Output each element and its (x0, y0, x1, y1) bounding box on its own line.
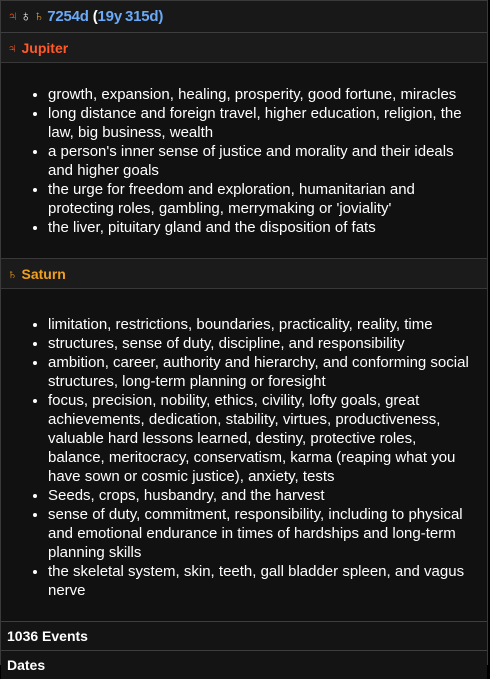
list-item: • limitation, restrictions, boundaries, practicality, reality, time (48, 315, 475, 334)
conjunction-symbol-icon: ♁ (20, 8, 32, 25)
duration-days: 7254d (47, 8, 89, 25)
list-item: • long distance and foreign travel, higher education, religion, the law, big business, wealth (48, 104, 475, 142)
list-item: • focus, precision, nobility, ethics, civility, lofty goals, great achievements, dedication, stability, virtues, productiveness, valuable hard lessons learned, destiny, protective roles, balance, meritocracy, conservatism, karma (reaping what you have sown or cosmic justice), anxiety, tests (48, 391, 475, 486)
saturn-icon: ♄ (7, 265, 18, 282)
list-item: • Seeds, crops, husbandry, and the harvest (48, 486, 475, 505)
saturn-description (1, 289, 487, 621)
duration-years: 19y (97, 8, 122, 25)
jupiter-keyword-list (1, 85, 487, 237)
jupiter-icon: ♃ (7, 39, 18, 56)
jupiter-section-header (1, 33, 487, 63)
list-item: • the liver, pituitary gland and the disposition of fats (48, 218, 475, 237)
events-count-label[interactable]: 1036 Events (7, 628, 88, 644)
duration-open-paren: ( (92, 8, 98, 25)
aspect-header (1, 1, 487, 33)
list-item: • the skeletal system, skin, teeth, gall bladder spleen, and vagus nerve (48, 562, 475, 600)
list-item: • ambition, career, authority and hierarchy, and conforming social structures, long-term planning or foresight (48, 353, 475, 391)
jupiter-symbol-icon: ♃ (7, 8, 19, 25)
jupiter-description (1, 63, 487, 258)
saturn-keyword-list (1, 315, 487, 600)
saturn-symbol-icon: ♄ (33, 8, 45, 25)
dates-label[interactable]: Dates (7, 657, 46, 673)
list-item: • growth, expansion, healing, prosperity, good fortune, miracles (48, 85, 475, 104)
jupiter-title: Jupiter (21, 39, 69, 56)
list-item: • sense of duty, commitment, responsibility, including to physical and emotional endurance in times of hardships and long-term planning skills (48, 505, 475, 562)
list-item: • the urge for freedom and exploration, humanitarian and protecting roles, gambling, merrymaking or 'joviality' (48, 180, 475, 218)
list-item: • structures, sense of duty, discipline, and responsibility (48, 334, 475, 353)
list-item: • a person's inner sense of justice and morality and their ideals and higher goals (48, 142, 475, 180)
saturn-title: Saturn (21, 265, 66, 282)
duration-remainder-days: 315d) (124, 8, 164, 25)
saturn-section-header (1, 258, 487, 289)
events-count-row[interactable] (1, 621, 487, 650)
